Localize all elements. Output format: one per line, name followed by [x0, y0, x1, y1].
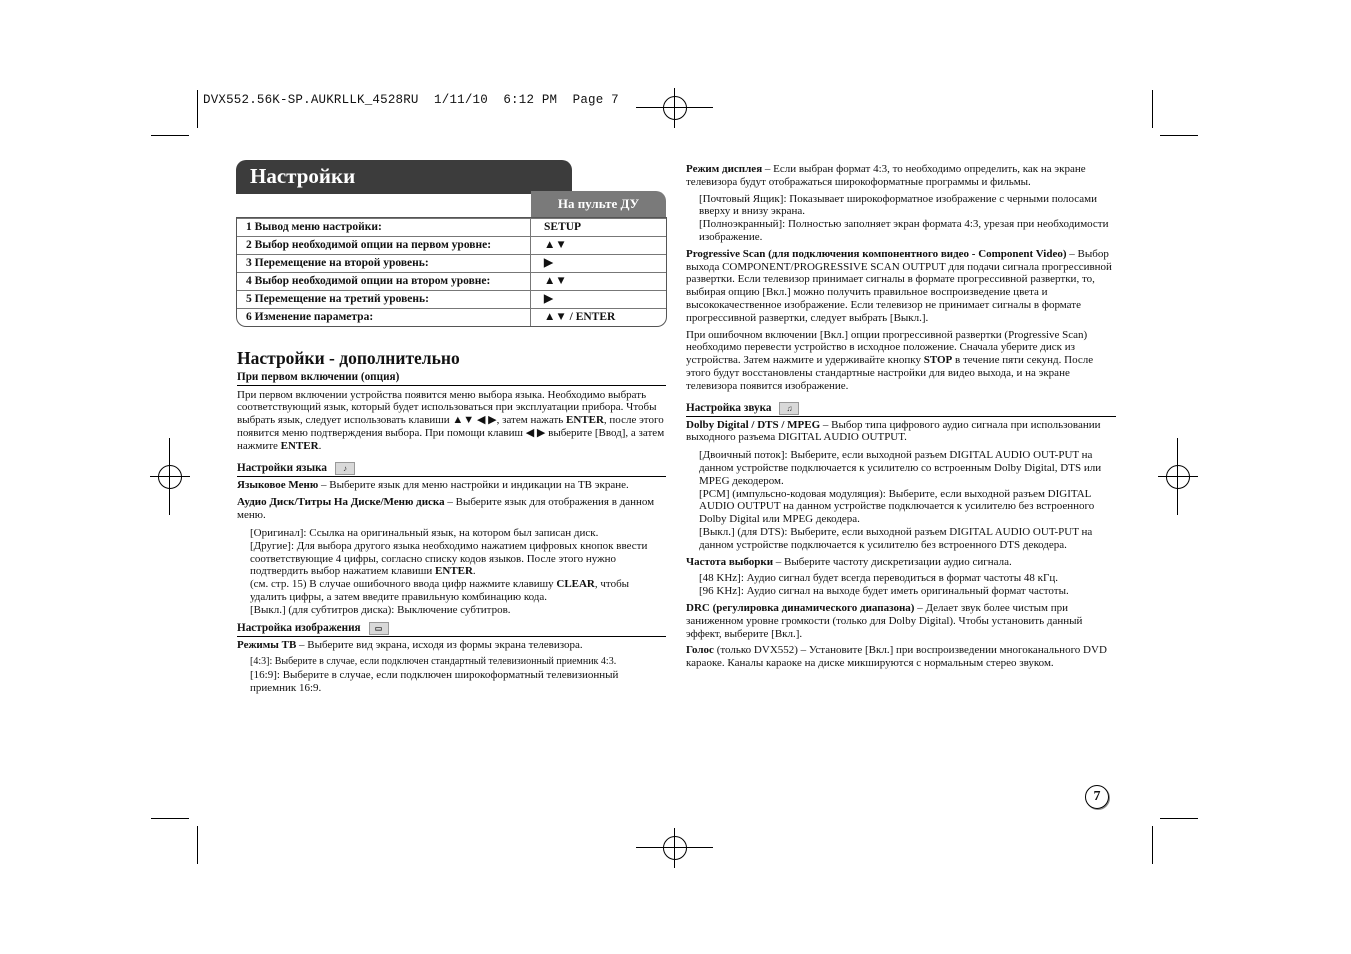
- crop-mark: [1160, 135, 1198, 136]
- paragraph: При первом включении устройства появится меню выбора языка. Необходимо выбрать соответствующий язык, который будет использоваться при эксплуатации прибора. Чтобы выбрать язык, следует использовать клавиши ▲▼ ◀ ▶, затем нажать ENTER, после этого появится меню подтверждения выбора. При помощи клавиш ◀ ▶ выберите [Ввод], а затем нажмите ENTER.: [237, 388, 665, 452]
- crop-mark: [151, 135, 189, 136]
- table-row: 6 Изменение параметра: ▲▼ / ENTER: [237, 308, 666, 326]
- subsection-title: Настройки языка ♪: [237, 462, 666, 477]
- crop-mark: [1152, 90, 1153, 128]
- print-header: DVX552.56K-SP.AUKRLLK_4528RU 1/11/10 6:12 PM Page 7: [203, 93, 619, 107]
- table-row: 5 Перемещение на третий уровень: ▶: [237, 290, 666, 308]
- crop-mark: [197, 826, 198, 864]
- option-text: [Выкл.] (для DTS): Выберите, если выходной разъем DIGITAL AUDIO OUT-PUT на данном устройстве подключается к усилителю без встроенного DTS декодера.: [699, 525, 1093, 551]
- option-text: [Другие]: Для выбора другого языка необходимо нажатием цифровых кнопок ввести соответствующие 4 цифры, согласно списку кодов языков. После этого нужно подтвердить выбор нажатием клавиши ENTER.: [250, 539, 648, 578]
- crop-mark: [1160, 818, 1198, 819]
- option-text: [Полноэкранный]: Полностью заполняет экран формата 4:3, урезая при необходимости изображение.: [699, 218, 1109, 243]
- right-column: [686, 163, 1116, 670]
- option-text: (см. стр. 15) В случае ошибочного ввода цифр нажмите клавишу CLEAR, чтобы удалить цифры, а затем введите правильную комбинацию кода.: [250, 578, 630, 603]
- subsection-title: При первом включении (опция): [237, 371, 666, 386]
- crop-mark: [197, 90, 198, 128]
- page-number: 7: [1085, 785, 1109, 809]
- table-row: 2 Выбор необходимой опции на первом уровне: ▲▼: [237, 236, 666, 254]
- paragraph: Progressive Scan (для подключения компонентного видео - Component Video) – Выбор выхода COMPONENT/PROGRESSIVE SCAN OUTPUT для подачи сигнала прогрессивной развертки. Если телевизор принимает сигналы в формате прогрессивной развертки, то, выбирая опцию [Вкл.] можно получить правильное воспроизведение цвета и высококачественное изображение. Если телевизор не принимает сигналы в формате прогрессивной развертки, следует выбрать [Выкл.].: [686, 247, 1112, 324]
- paragraph: При ошибочном включении [Вкл.] опции прогрессивной развертки (Progressive Scan) необходимо перевести устройство в исходное положение. Сначала уберите диск из устройства. Затем нажмите и удерживайте кнопку STOP в течение пяти секунд. После этого будут восстановлены стандартные настройки для видео выхода, и на экране телевизора появится изображение.: [686, 328, 1094, 392]
- paragraph: Dolby Digital / DTS / MPEG – Выбор типа цифрового аудио сигнала при использовании выходного разъема DIGITAL AUDIO OUTPUT.: [686, 418, 1101, 444]
- option-text: [4:3]: Выберите в случае, если подключен стандартный телевизионный приемник 4:3.: [250, 656, 617, 668]
- left-column: [237, 348, 666, 695]
- audio-icon: ♫: [779, 402, 799, 415]
- option-text: [Почтовый Ящик]: Показывает широкоформатное изображение с черными полосами вверху и внизу экрана.: [699, 192, 1097, 218]
- option-text: [Двоичный поток]: Выберите, если выходной разъем DIGITAL AUDIO OUT-PUT на данном устройстве подключается к усилителю со встроенным Dolby Digital, DTS или MPEG декодером.: [699, 449, 1102, 487]
- remote-header: На пульте ДУ: [531, 191, 666, 217]
- subsection-title: Настройка звука ♫: [686, 402, 1116, 417]
- paragraph: Частота выборки – Выберите частоту дискретизации аудио сигнала.: [686, 555, 1012, 568]
- picture-icon: ▭: [369, 622, 389, 635]
- table-row: 3 Перемещение на второй уровень: ▶: [237, 254, 666, 272]
- steps-table: [236, 217, 667, 327]
- paragraph: Аудио Диск/Титры На Диске/Меню диска – Выберите язык для отображения в данном меню.: [237, 496, 655, 522]
- option-text: [Оригинал]: Ссылка на оригинальный язык, на котором был записан диск.: [250, 526, 599, 539]
- option-text: [PCM] (импульсно-кодовая модуляция): Выберите, если выходной разъем DIGITAL AUDIO OUTPUT на данном устройстве подключается к усилителю без встроенного Dolby Digital или MPEG декодера.: [699, 487, 1095, 526]
- option-text: [96 KHz]: Аудио сигнал на выходе будет иметь оригинальный формат частоты.: [699, 585, 1069, 598]
- table-row: 4 Выбор необходимой опции на втором уровне: ▲▼: [237, 272, 666, 290]
- paragraph: Режимы ТВ – Выберите вид экрана, исходя из формы экрана телевизора.: [237, 638, 583, 651]
- table-row: 1 Вывод меню настройки: SETUP: [237, 218, 666, 236]
- paragraph: Голос (только DVX552) – Установите [Вкл.] при воспроизведении многоканального DVD караоке. Каналы караоке на диске микшируются с нормальным стерео звуком.: [686, 644, 1107, 670]
- crop-mark: [1152, 826, 1153, 864]
- option-text: [16:9]: Выберите в случае, если подключен широкоформатный телевизионный приемник 16:9.: [250, 669, 619, 694]
- section-heading: Настройки - дополнительно: [237, 348, 460, 368]
- page-title: Настройки: [250, 164, 356, 188]
- language-icon: ♪: [335, 462, 355, 475]
- paragraph: Режим дисплея – Если выбран формат 4:3, то необходимо определить, как на экране телевизора будут отображаться широкоформатные программы и фильмы.: [686, 163, 1086, 188]
- crop-mark: [151, 818, 189, 819]
- paragraph: Языковое Меню – Выберите язык для меню настройки и индикации на ТВ экране.: [237, 478, 629, 491]
- paragraph: DRC (регулировка динамического диапазона) – Делает звук более чистым при заниженном уровне громкости (только для Dolby Digital). Чтобы установить данный эффект, выберите [Вкл.].: [686, 601, 1083, 640]
- option-text: [Выкл.] (для субтитров диска): Выключение субтитров.: [250, 603, 511, 616]
- option-text: [48 KHz]: Аудио сигнал будет всегда переводиться в формат частоты 48 кГц.: [699, 572, 1058, 585]
- subsection-title: Настройка изображения ▭: [237, 622, 666, 637]
